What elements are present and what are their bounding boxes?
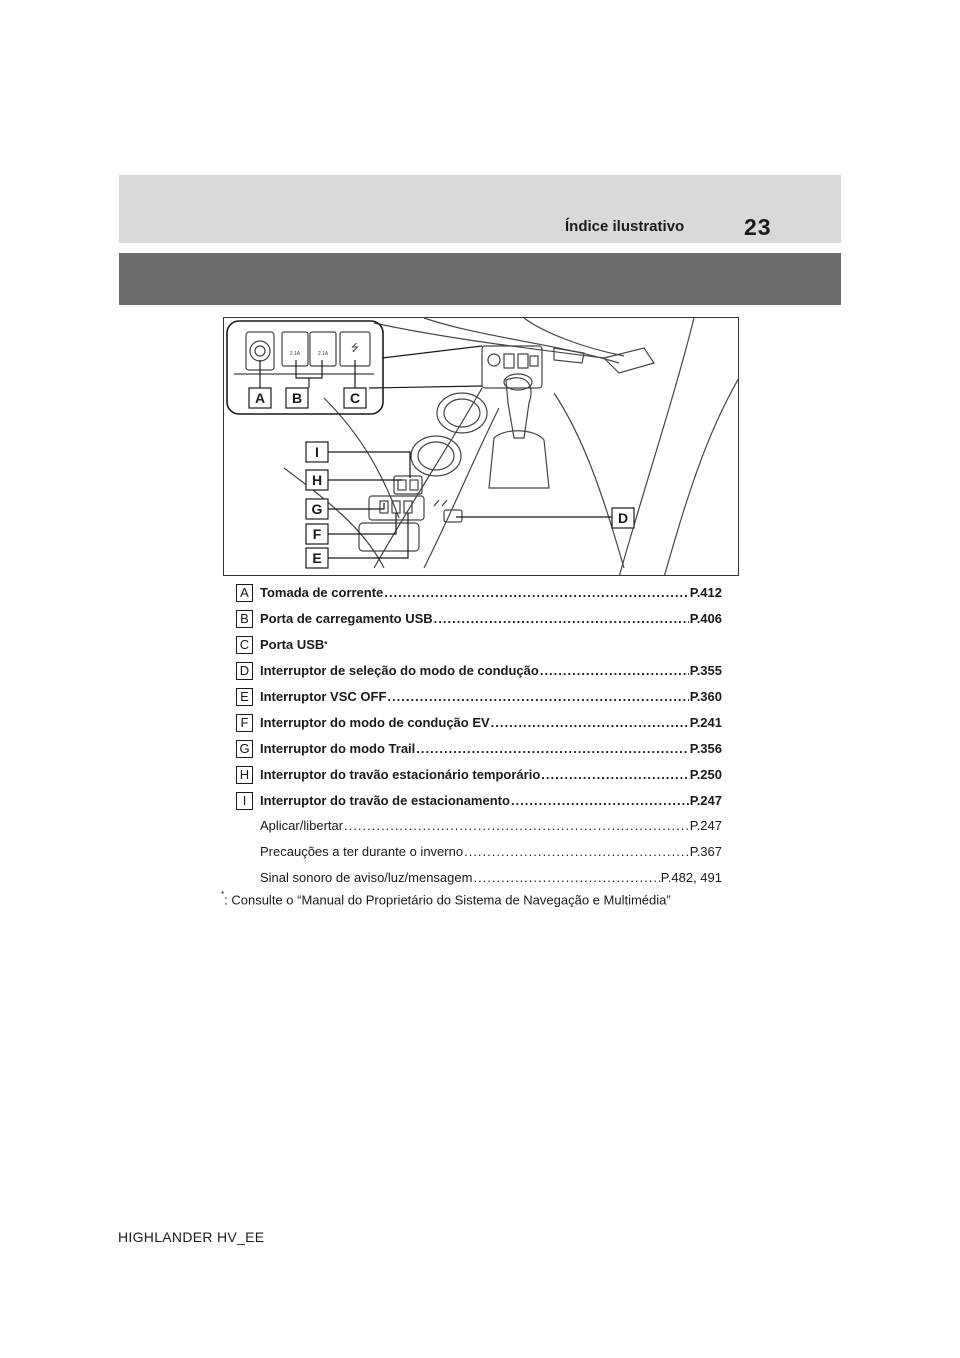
callout-letters [249,388,634,568]
item-label: Interruptor do travão estacionário temporário [260,767,541,782]
item-label: Tomada de corrente [260,585,384,600]
sub-item [260,818,722,833]
page-ref-link[interactable]: P.250 [689,767,722,782]
item-letter: D [236,662,253,680]
page-ref-link[interactable]: P.482, 491 [660,870,722,885]
page-ref-link[interactable]: P.247 [689,818,722,833]
item-label: Interruptor de seleção do modo de condução [260,663,539,678]
footnote-text: : Consulte o “Manual do Proprietário do Sistema de Navegação e Multimédia” [224,892,671,908]
list-item [236,766,722,786]
section-title: Índice ilustrativo [565,218,685,235]
page-ref-link[interactable]: P.241 [689,715,722,730]
callout-g: G [311,501,323,517]
callout-f: F [312,526,322,542]
header-band [119,175,841,243]
item-letter: E [236,688,253,706]
sub-item-label: Aplicar/libertar [260,818,344,833]
callout-c: C [349,390,361,406]
list-item [236,688,722,708]
console-drawing [224,318,739,576]
item-label: Interruptor do modo Trail [260,741,416,756]
page-ref-link[interactable]: P.360 [689,689,722,704]
footnote [221,892,671,907]
list-item [236,792,722,812]
callout-a: A [254,390,266,406]
item-label: Interruptor do travão de estacionamento [260,793,510,808]
page-ref-link[interactable]: P.412 [689,585,722,600]
item-letter: I [236,792,253,810]
item-letter: F [236,714,253,732]
port-label-2: 2.1A [317,351,329,357]
page-ref-link[interactable]: P.406 [689,611,722,626]
callout-i: I [315,444,319,460]
list-item [236,662,722,682]
list-item [236,714,722,734]
port-label-1: 2.1A [289,351,301,357]
item-label: Porta de carregamento USB [260,611,433,626]
footnote-marker: * [221,890,225,899]
sub-item [260,844,722,859]
footer-model: HIGHLANDER HV_EE [118,1229,265,1245]
list-item [236,636,722,656]
page-number: 23 [744,214,772,240]
item-label: Interruptor do modo de condução EV [260,715,490,730]
console-illustration [223,317,739,576]
item-label: Porta USB [260,637,325,652]
page-ref-link[interactable]: P.247 [689,793,722,808]
item-label: Interruptor VSC OFF [260,689,387,704]
page-ref-link[interactable]: P.355 [689,663,722,678]
footnote-marker: * [324,640,328,649]
header-dark-band [119,253,841,305]
sub-item [260,870,722,885]
callout-h: H [311,472,323,488]
callout-e: E [312,550,322,566]
item-letter: C [236,636,253,654]
item-letter: H [236,766,253,784]
sub-item-label: Sinal sonoro de aviso/luz/mensagem [260,870,473,885]
item-letter: A [236,584,253,602]
item-letter: G [236,740,253,758]
sub-item-label: Precauções a ter durante o inverno [260,844,464,859]
page-ref-link[interactable]: P.356 [689,741,722,756]
callout-b: B [291,390,303,406]
list-item [236,740,722,760]
page-ref-link[interactable]: P.367 [689,844,722,859]
list-item [236,610,722,630]
usb-icon: ⭍ [350,343,360,354]
list-item [236,584,722,604]
callout-d: D [617,510,629,526]
item-letter: B [236,610,253,628]
